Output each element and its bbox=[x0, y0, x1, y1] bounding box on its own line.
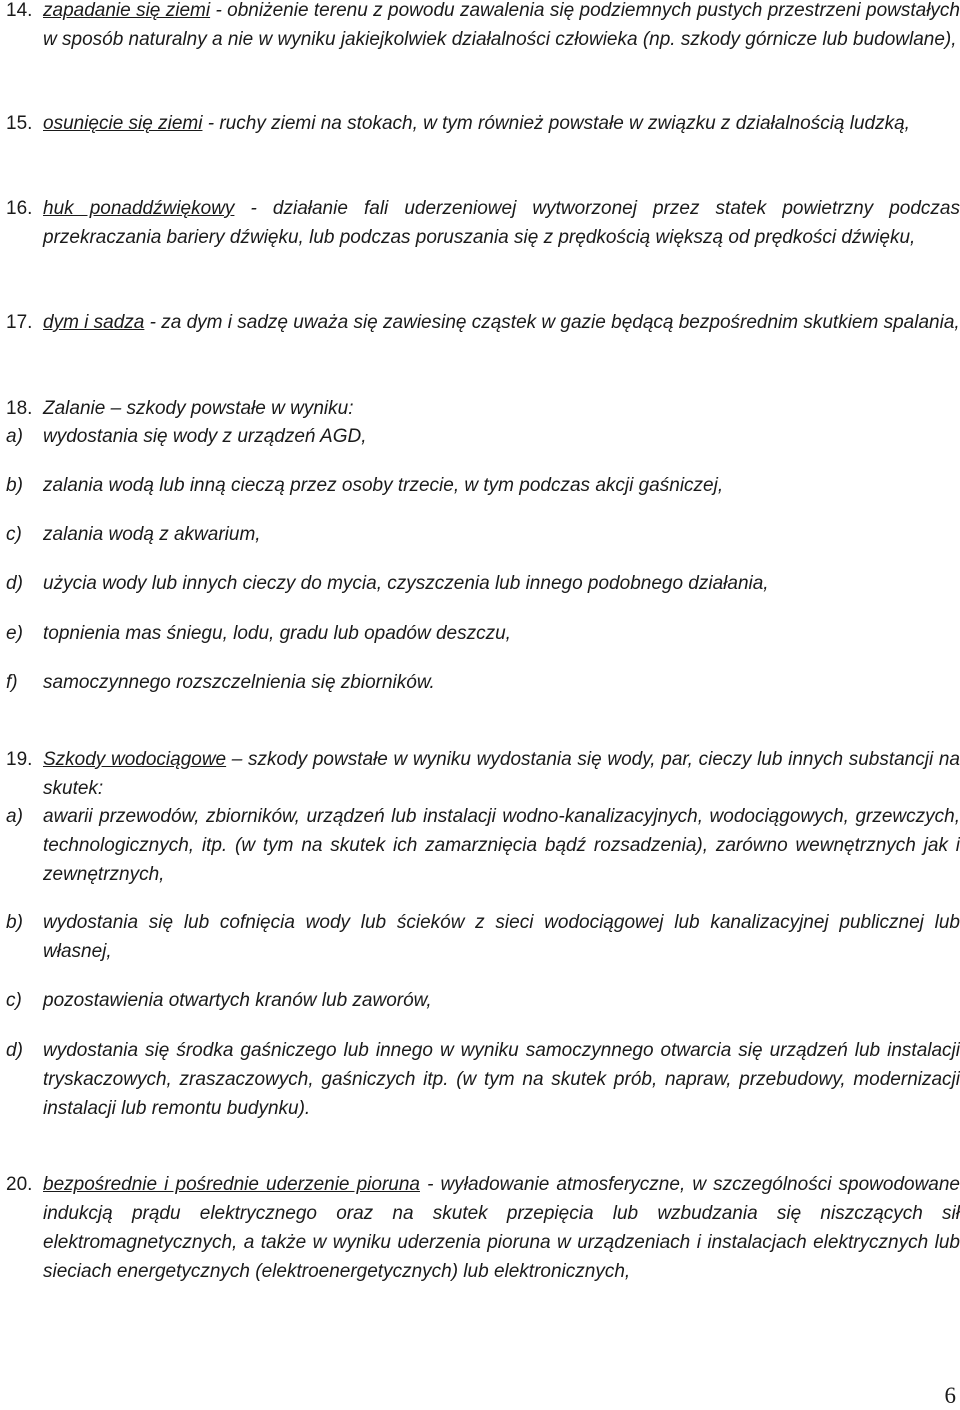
subitem-18f bbox=[6, 668, 960, 697]
definition-text: – szkody powstałe w wyniku wydostania się wody, par, cieczy lub innych substancji na skutek: bbox=[43, 749, 960, 799]
subitem-text: wydostania się środka gaśniczego lub innego w wyniku samoczynnego otwarcia się urządzeń lub instalacji tryskaczowych, zraszaczowych, gaśniczych itp. (w tym na skutek prób, napraw, przebudowy, modernizacji instalacji lub remontu budynku). bbox=[43, 1040, 960, 1119]
item-body bbox=[43, 0, 960, 54]
page-number: 6 bbox=[944, 1383, 956, 1408]
definition-19 bbox=[6, 745, 960, 803]
item-number: 14. bbox=[6, 0, 33, 21]
term: dym i sadza bbox=[43, 312, 145, 333]
subitem-text: pozostawienia otwartych kranów lub zaworów, bbox=[43, 990, 432, 1011]
subitem-19c bbox=[6, 986, 960, 1015]
subitem-letter: b) bbox=[6, 475, 23, 496]
item-body bbox=[43, 1170, 960, 1286]
subitem-text: wydostania się wody z urządzeń AGD, bbox=[43, 426, 367, 447]
item-number: 18. bbox=[6, 398, 33, 419]
item-number: 16. bbox=[6, 198, 33, 219]
term: bezpośrednie i pośrednie uderzenie pioruna bbox=[43, 1174, 420, 1195]
definition-17 bbox=[6, 308, 960, 337]
subitem-18c bbox=[6, 520, 960, 549]
subitem-19d bbox=[6, 1036, 960, 1123]
subitem-text: zalania wodą z akwarium, bbox=[43, 524, 261, 545]
definition-16 bbox=[6, 194, 960, 252]
subitem-19b bbox=[6, 908, 960, 966]
subitem-letter: d) bbox=[6, 1040, 23, 1061]
subitem-letter: f) bbox=[6, 672, 18, 693]
item-body bbox=[43, 109, 960, 138]
item-body bbox=[43, 308, 960, 337]
subitem-text: awarii przewodów, zbiorników, urządzeń lub instalacji wodno-kanalizacyjnych, wodociągowych, grzewczych, technologicznych, itp. (w tym na skutek ich zamarznięcia bądź rozsadzenia), zarówno wewnętrznych jak i zewnętrznych, bbox=[43, 806, 960, 885]
item-number: 19. bbox=[6, 749, 33, 770]
subitem-letter: d) bbox=[6, 573, 23, 594]
definition-15 bbox=[6, 109, 960, 138]
subitem-text: topnienia mas śniegu, lodu, gradu lub opadów deszczu, bbox=[43, 623, 511, 644]
subitem-text: wydostania się lub cofnięcia wody lub ścieków z sieci wodociągowej lub kanalizacyjnej publicznej lub własnej, bbox=[43, 912, 960, 962]
definition-text: - wyładowanie atmosferyczne, w szczególności spowodowane indukcją prądu elektrycznego oraz na skutek przepięcia lub wzbudzania się niszczących sił elektromagnetycznych, a także w wyniku uderzenia pioruna w urządzeniach i instalacjach elektrycznych lub sieciach energetycznych (elektroenergetycznych) lub elektronicznych, bbox=[43, 1174, 960, 1282]
term: osunięcie się ziemi bbox=[43, 113, 203, 134]
definition-text: - ruchy ziemi na stokach, w tym również powstałe w związku z działalnością ludzką, bbox=[202, 113, 910, 134]
subitem-text: zalania wodą lub inną cieczą przez osoby trzecie, w tym podczas akcji gaśniczej, bbox=[43, 475, 724, 496]
subitem-19a bbox=[6, 802, 960, 889]
term: huk ponaddźwiękowy bbox=[43, 198, 235, 219]
subitem-text: użycia wody lub innych cieczy do mycia, czyszczenia lub innego podobnego działania, bbox=[43, 573, 769, 594]
subitem-letter: c) bbox=[6, 524, 22, 545]
definition-18 bbox=[6, 394, 960, 423]
subitem-letter: e) bbox=[6, 623, 23, 644]
definition-14 bbox=[6, 0, 960, 54]
subitem-18d bbox=[6, 569, 960, 598]
definition-text: - obniżenie terenu z powodu zawalenia się podziemnych pustych przestrzeni powstałych w sposób naturalny a nie w wyniku jakiejkolwiek działalności człowieka (np. szkody górnicze lub budowlane), bbox=[43, 0, 960, 50]
subitem-letter: c) bbox=[6, 990, 22, 1011]
item-number: 15. bbox=[6, 113, 33, 134]
term: zapadanie się ziemi bbox=[43, 0, 211, 21]
subitem-18b bbox=[6, 471, 960, 500]
definition-text: - za dym i sadzę uważa się zawiesinę cząstek w gazie będącą bezpośrednim skutkiem spalania, bbox=[144, 312, 960, 333]
item-body bbox=[43, 194, 960, 252]
subitem-letter: a) bbox=[6, 806, 23, 827]
item-body bbox=[43, 745, 960, 803]
subitem-text: samoczynnego rozszczelnienia się zbiorników. bbox=[43, 672, 435, 693]
item-number: 17. bbox=[6, 312, 33, 333]
definition-text: - działanie fali uderzeniowej wytworzonej przez statek powietrzny podczas przekraczania bariery dźwięku, lub podczas poruszania się z prędkością większą od prędkości dźwięku, bbox=[43, 198, 960, 248]
term: Szkody wodociągowe bbox=[43, 749, 227, 770]
subitem-18e bbox=[6, 619, 960, 648]
definition-20 bbox=[6, 1170, 960, 1286]
item-number: 20. bbox=[6, 1174, 33, 1195]
subitem-letter: b) bbox=[6, 912, 23, 933]
subitem-18a bbox=[6, 422, 960, 451]
subitem-letter: a) bbox=[6, 426, 23, 447]
item-body: Zalanie – szkody powstałe w wyniku: bbox=[43, 398, 354, 419]
